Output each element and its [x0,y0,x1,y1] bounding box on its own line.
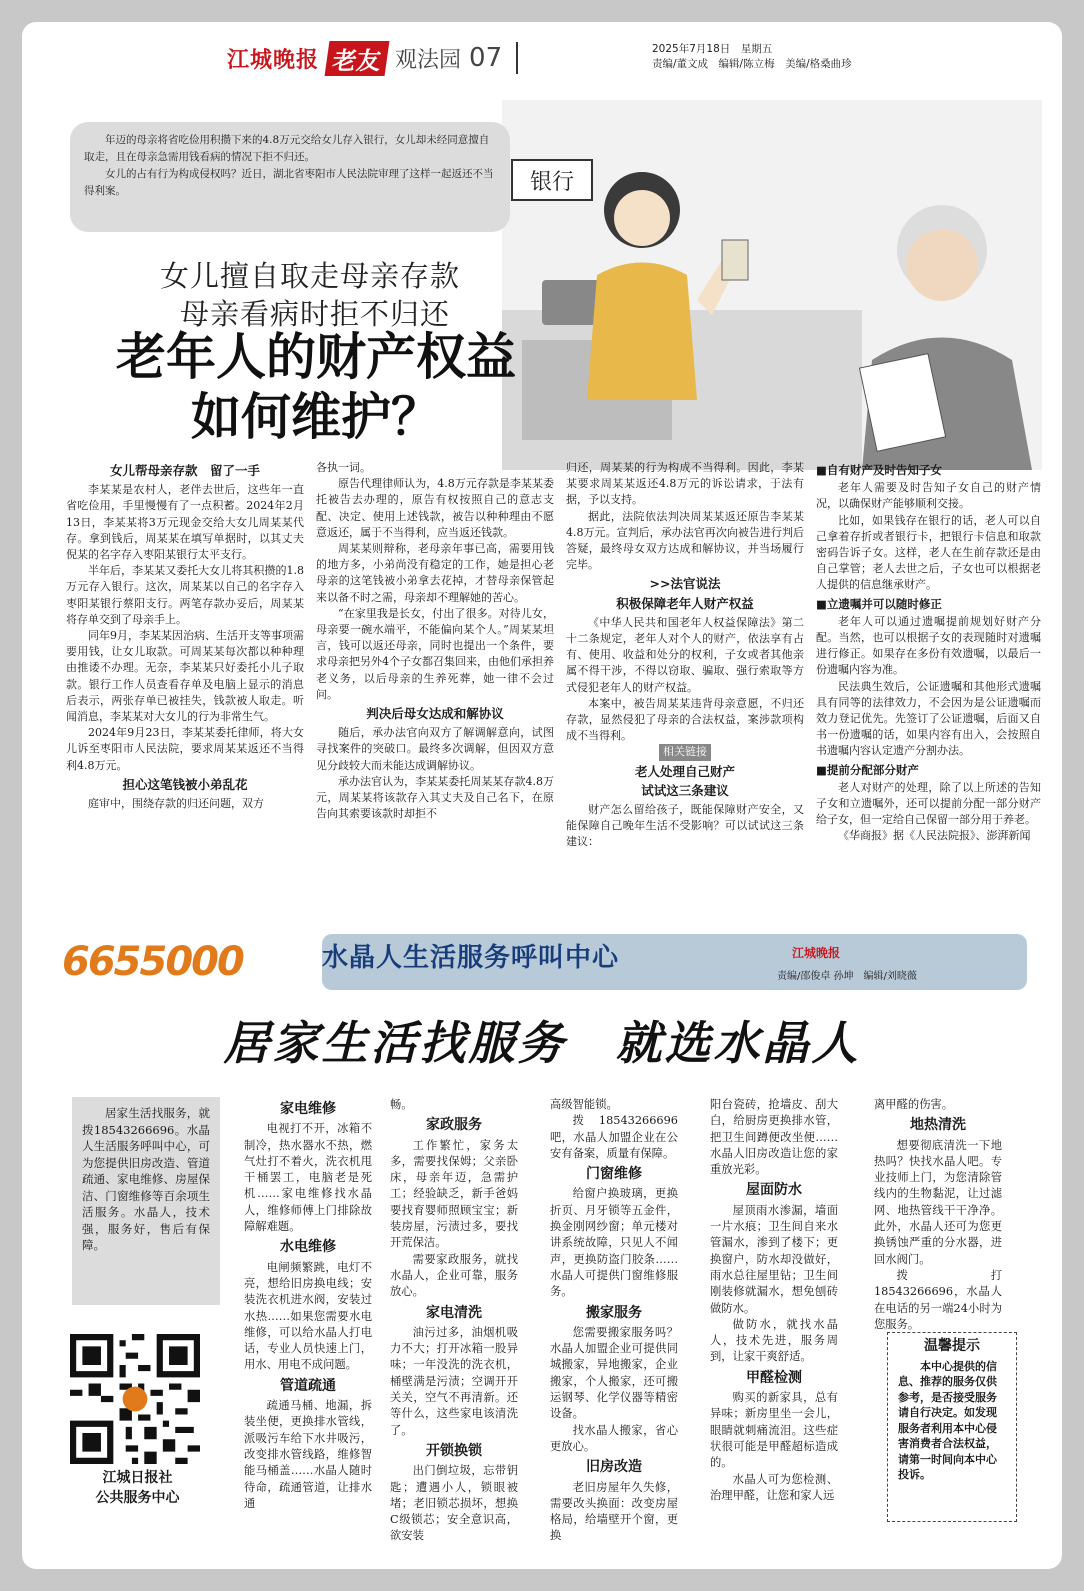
article-column: ■自有财产及时告知子女 老年人需要及时告知子女自己的财产情况，以确保财产能够顺利交接。 比如，如果钱存在银行的话，老人可以自己拿着存折或者银行卡，把银行卡信息和取款密码告诉子女。这样，老人在生前存款还是由自己掌管；老人去世之后，子女也可以根据老人提供的信息继承财产。 ■立遗嘱并可以随时修正 老年人可以通过遗嘱提前规划好财产分配。当然，也可以根据子女的表现随时对遗嘱进行修正。如果存在多份有效遗嘱，以最后一份遗嘱内容为准。 民法典生效后，公证遗嘱和其他形式遗嘱具有同等的法律效力，不会因为是公证遗嘱而效力登记优先。先签订了公证遗嘱，后面又自书一份遗嘱的话，如果内容有出入，会按照自书遗嘱内容认定遗产分割办法。 ■提前分配部分财产 老人对财产的处理，除了以上所述的告知子女和立遗嘱外，还可以提前分配一部分财产给子女，但一定给自己保留一部分用于养老。 《华商报》据《人民法院报》、澎湃新闻 [816,460,1041,845]
issue-date: 2025年7月18日 星期五 [652,43,773,55]
service-slogan: 居家生活找服务 就选水晶人 [223,1016,861,1070]
notice-box [887,1332,1017,1522]
service-column: 离甲醛的伤害。 地热清洗 想要彻底清洗一下地热吗？快找水晶人吧。专业技师上门，为您清除管线内的生物黏泥，让过滤网、地热管线干干净净。此外，水晶人还可为您更换锈蚀严重的分水器，进回水阀门。 拨打 18543266696，水晶人在电话的另一端24小时为您服务。 [874,1098,1002,1331]
newspaper-page [22,22,1062,1569]
subtitle: 母亲看病时拒不归还 [180,297,451,331]
page-number: 07 [469,43,503,73]
page-headline: 老年人的财产权益 如何维护？ [116,328,516,446]
crystal-banner-title: 水晶人生活服务呼叫中心 [322,943,620,973]
bank-sign: 银行 [529,170,575,195]
service-column: 畅。 家政服务 工作繁忙，家务太多，需要找保姆；父亲卧床，母亲年迈，急需护工；经验缺乏，新手爸妈要找育婴师照顾宝宝；新装房屋，污渍过多，要找开荒保洁。 需要家政服务，就找水晶人，企业可靠，服务放心。 家电清洗 油污过多，油烟机吸力不大；打开冰箱一股异味；一年没洗的洗衣机，桶壁满是污渍；空调开开关关，空气不再清新。还等什么，这些家电该清洗了。 开锁换锁 出门倒垃圾，忘带钥匙；遭遇小人，锁眼被堵；老旧锁芯损坏，想换C级锁芯；安全意识高，欲安装 [390,1098,518,1543]
article-source: 《华商报》据《人民法院报》、澎湃新闻 [838,829,1031,843]
notice-text: 本中心提供的信息、推荐的服务仅供参考，是否接受服务请自行决定。如发现服务者利用本中心侵害消费者合法权益，请第一时间向本中心投诉。 [898,1359,997,1481]
section-name: 观法园 [395,47,462,73]
section-badge: 老友 [325,41,390,76]
newspaper-logo: 江城晚报 [227,46,320,73]
lead-paragraph: 年迈的母亲将省吃俭用积攒下来的4.8万元交给女儿存入银行，女儿却未经同意擅自取走，且在母亲急需用钱看病的情况下拒不归还。 女儿的占有行为构成侵权吗？近日，湖北省枣阳市人民法院审理了这样一起返还不当得利案。 [70,122,510,232]
article-column: 女儿帮母亲存款 留了一手 李某某是农村人，老伴去世后，这些年一直省吃俭用，手里慢慢有了一点积蓄。2024年2月13日，李某某将3万元现金交给大女儿周某某代存。拿到钱后，周某某在填写单据时，以其丈夫倪某的名字存入枣阳某银行太平支行。 半年后，李某某又委托大女儿将其积攒的1.8万元存入银行。这次，周某某以自己的名字存入枣阳某银行蔡阳支行。两笔存款办妥后，周某某将存单交到了母亲手上。 同年9月，李某某因治病、生活开支等事项需要用钱，让女儿取款。可周某某每次都以种种理由推诿不办理。无奈，李某某只好委托小儿子取款。银行工作人员查看存单及电脑上显示的消息后表示，两张存单已被挂失，钱款被人取走。听闻消息，李某某对大女儿的行为非常生气。 2024年9月23日，李某某委托律师，将大女儿诉至枣阳市人民法院，要求周某某返还不当得利4.8万元。 担心这笔钱被小弟乱花 庭审中，围绕存款的归还问题，双方 [66,463,304,811]
service-column: 阳台瓷砖，抢墙皮、刮大白，给厨房更换排水管，把卫生间蹲便改坐便……水晶人旧房改造让您的家重放光彩。 屋面防水 屋顶雨水渗漏，墙面一片水痕；卫生间自来水管漏水，渗到了楼下；更换窗户，防水却没做好，雨水总往屋里钻；卫生间刚装修就漏水，想免刨砖做防水。 做防水，就找水晶人，技术先进，服务周到，让家干爽舒适。 甲醛检测 购买的新家具，总有异味；新房里坐一会儿，眼睛就刺痛流泪。这些症状很可能是甲醛超标造成的。 水晶人可为您检测、治理甲醛，让您和家人远 [710,1098,838,1502]
subtitle: 女儿擅自取走母亲存款 [160,259,461,293]
organization-name: 江城日报社 公共服务中心 [95,1470,180,1506]
masthead-meta [652,42,852,72]
article-column: 归还，周某某的行为构成不当得利。因此，李某某要求周某某返还4.8万元的诉讼请求，于法有据，予以支持。 据此，法院依法判决周某某返还原告李某某4.8万元。宣判后，承办法官再次向被告进行判后答疑，最终母女双方达成和解协议，并当场履行完毕。 >>法官说法 积极保障老年人财产权益 《中华人民共和国老年人权益保障法》第二十二条规定，老年人对个人的财产，依法享有占有、使用、收益和处分的权利，子女或者其他亲属不得干涉，不得以窃取、骗取、强行索取等方式侵犯老年人的财产权益。 本案中，被告周某某违背母亲意愿，不归还存款，显然侵犯了母亲的合法权益，案涉款项构成不当得利。 相关链接 老人处理自己财产 试试这三条建议 财产怎么留给孩子，既能保障财产安全，又能保障自己晚年生活不受影响？可以试试这三条建议： [566,461,804,849]
banner-credits: 责编/邵俊卓 孙坤 编辑/刘晓薇 [777,971,917,982]
banner-logo: 江城晚报 [792,946,841,960]
qr-code[interactable] [70,1334,200,1464]
divider [516,42,518,74]
article-body [66,460,1041,905]
notice-title: 温馨提示 [924,1338,980,1354]
related-link-tag: 相关链接 [659,744,711,760]
article-column: 各执一词。 原告代理律师认为，4.8万元存款是李某某委托被告去办理的，原告有权按照自己的意志支配、决定、使用上述钱款，被告以种种理由不愿意返还，属于不当得利，应当返还钱款。 周某某则辩称，老母亲年事已高，需要用钱的地方多，小弟尚没有稳定的工作，她是担心老母亲的这笔钱被小弟拿去花掉，才替母亲保管起来以备不时之需，母亲却不理解她的苦心。 “在家里我是长女，付出了很多。对待儿女，母亲要一碗水端平，不能偏向某个人。”周某某坦言，钱可以返还母亲，同时也提出一个条件，要求母亲把另外4个子女都召集回来，由他们承担养老义务，以后母亲的生养死葬，她一律不会过问。 判决后母女达成和解协议 随后，承办法官向双方了解调解意向，试图寻找案件的突破口。最终多次调解，但因双方意见分歧较大而未能达成调解协议。 承办法官认为，李某某委托周某某存款4.8万元，周某某将该款存入其丈夫及自己名下，在原告向其索要该款时却拒不 [316,461,554,821]
service-column: 家电维修 电视打不开，冰箱不制冷，热水器水不热，燃气灶打不着火，洗衣机甩干桶罢工，电脑老是死机……家电维修找水晶人，维修师傅上门排除故障解难题。 水电维修 电闸频繁跳，电灯不亮，想给旧房换电线；安装洗衣机进水阀，安装过水热……如果您需要水电维修，可以给水晶人打电话，专业人员快速上门，用水、用电不成问题。 管道疏通 疏通马桶、地漏，拆装坐便，更换排水管线，派吸污车给下水井吸污，改变排水管线路，维修智能马桶盖……水晶人随时待命，疏通管道，让排水通 [244,1101,372,1510]
service-intro-box: 居家生活找服务，就拨18543266696。水晶人生活服务呼叫中心，可为您提供旧房改造、管道疏通、家电维修、房屋保洁、门窗维修等百余项生活服务。水晶人，技术强，服务好，售后有保障。 [72,1097,220,1305]
service-column: 高级智能锁。 拨 18543266696 吧，水晶人加盟企业在公安有备案，质量有保障。 门窗维修 给窗户换玻璃，更换折页、月牙锁等五金件，换金刚网纱窗；单元楼对讲系统故障，只见人不闻声，更换防盗门胶条……水晶人可提供门窗维修服务。 搬家服务 您需要搬家服务吗？水晶人加盟企业可提供同城搬家，异地搬家，企业搬家，个人搬家，还可搬运钢琴、化学仪器等精密设备。 找水晶人搬家，省心更放心。 旧房改造 老旧房屋年久失修，需要改头换面：改变房屋格局，给墙壁开个窗，更换 [550,1098,678,1543]
story-illustration [502,100,1042,470]
hotline-number: 6655000 [62,939,243,985]
masthead [227,36,524,80]
editor-credits: 责编/董文成 编辑/陈立梅 美编/格桑曲珍 [652,58,852,70]
